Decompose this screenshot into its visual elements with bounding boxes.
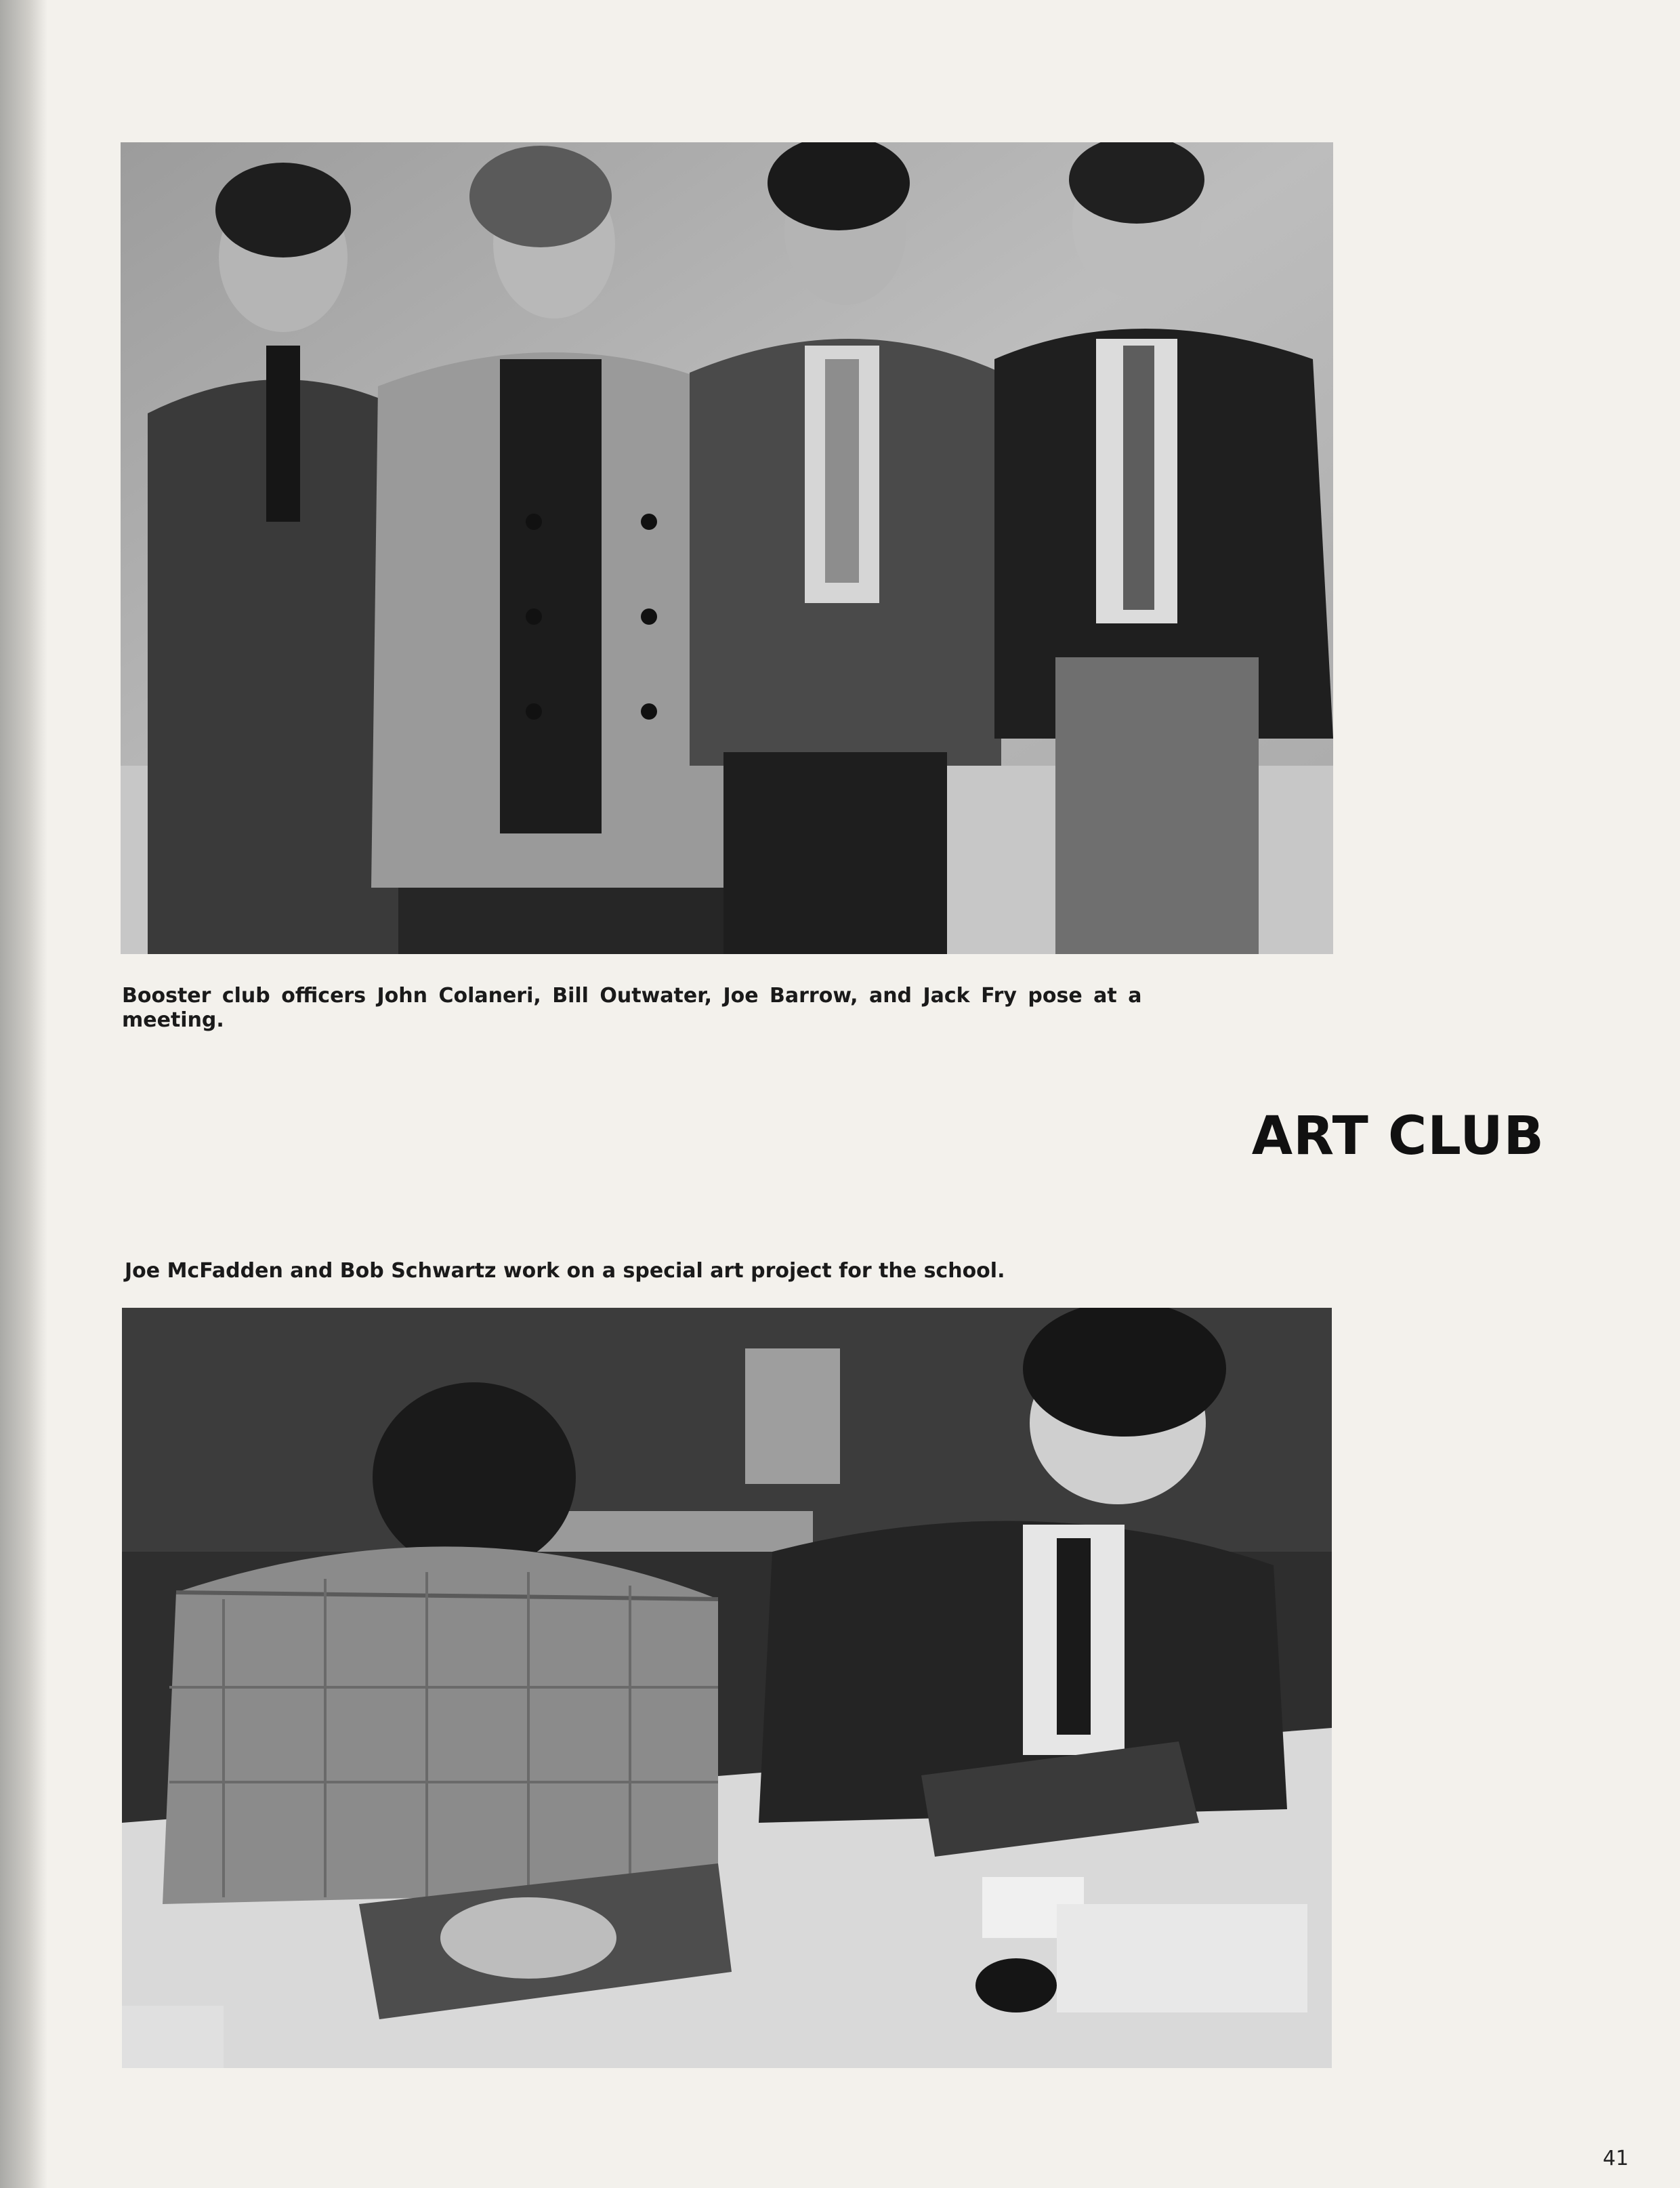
section-title: ART CLUB: [1251, 1106, 1545, 1167]
art-club-photo: [122, 1308, 1332, 2068]
booster-club-photo: [121, 142, 1333, 954]
art-club-caption: Joe McFadden and Bob Schwartz work on a special art project for the school.: [125, 1259, 1005, 1283]
art-club-photo-image: [122, 1308, 1332, 2068]
page-number: 41: [1603, 2147, 1629, 2170]
booster-club-photo-image: [121, 142, 1333, 954]
page-binding-shadow: [0, 0, 47, 2188]
booster-club-caption: Booster club officers John Colaneri, Bill Outwater, Joe Barrow, and Jack Fry pose at a meeting.: [122, 984, 1142, 1032]
